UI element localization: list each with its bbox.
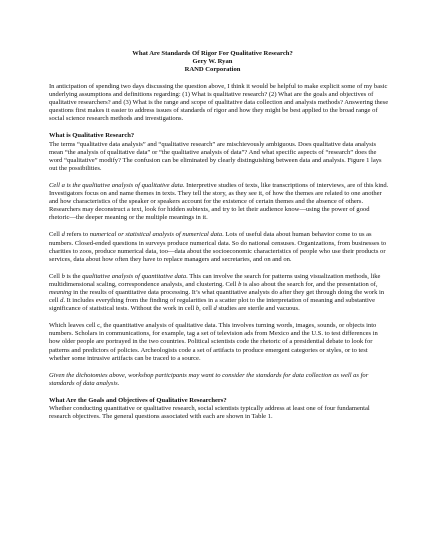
- workshop-note: Given the dichotomies above, workshop participants may want to consider the standards for data collection as well as for standards of data analysis.: [49, 371, 369, 387]
- intro-paragraph: In anticipation of spending two days discussing the question above, I think it would be helpful to make explicit some of my basic underlying assumptions and definitions regarding: (1) What is qualitative research? (2) What are the goals and objectives of qualitative researchers? and (3) What is the range and scope of qualitative data collection and analysis methods? Answering these questions first makes it easier to address issues of standards of rigor and how they might be best applied to the broad range of social science research methods and investigations.: [49, 83, 389, 123]
- cell-b-letter5: d: [213, 305, 217, 313]
- cell-b-rest6: studies are sterile and vacuous.: [216, 305, 300, 313]
- cell-a-letter: a: [61, 181, 65, 189]
- cell-a-lead: Cell: [49, 181, 62, 189]
- cell-b-letter2: b: [238, 280, 242, 288]
- cell-b-rest5: , cell: [199, 305, 214, 313]
- cell-b-letter3: d: [60, 297, 64, 305]
- cell-d-letter: d: [61, 231, 65, 239]
- cell-b-rest4: . It includes everything from the finding of regularities in a scatter plot to the interpretation of meaning and substantive significance of statistical tests. Without the work in cell: [49, 297, 375, 313]
- cell-a-phrase: qualitative analysis of qualitative data: [82, 181, 183, 189]
- cell-d-phrase: numerical or statistical analysis of numerical data: [89, 231, 223, 239]
- cell-b-rest2: is also about the search for, and the presentation of,: [241, 280, 378, 288]
- section-heading-goals-objectives: What Are the Goals and Objectives of Qualitative Researchers?: [49, 396, 227, 404]
- objectives-paragraph: Whether conducting quantitative or qualitative research, social scientists typically address at least one of four fundamental research objectives. The general questions associated with each are shown in Table 1.: [49, 405, 370, 421]
- cell-b-phrase2: meaning: [49, 288, 72, 296]
- section-heading-qualitative-research: What is Qualitative Research?: [49, 132, 135, 140]
- cell-b-rest1: . This can involve the search for patterns using visualization methods, like multidimensional scaling, correspondence analysis, and clustering. Cell: [49, 272, 381, 288]
- author-organization: RAND Corporation: [184, 66, 241, 73]
- cell-b-letter4: b: [195, 305, 200, 313]
- cell-d-mid: refers to: [64, 231, 90, 239]
- document-header: [0, 50, 425, 74]
- cell-d-paragraph: [49, 231, 389, 263]
- cell-a-paragraph: [49, 182, 389, 222]
- cell-d-lead: Cell: [49, 231, 62, 239]
- author-name: Gery W. Ryan: [192, 58, 233, 65]
- cell-b-phrase: qualitative analysis of quantitative data: [82, 272, 187, 280]
- document-body: [49, 83, 389, 421]
- cell-d-rest: . Lots of useful data about human behavior come to us as numbers. Closed-ended questions in surveys produce numerical data. So do national censuses. Organizations, from businesses to charities to zoos, produce numerical data, too—data about the socioeconomic characteristics of people who use their products or services, data about how often they have to replace managers and secretaries, and on and on.: [49, 231, 387, 263]
- cell-b-mid: is the: [64, 272, 83, 280]
- cell-b-rest3: in the results of quantitative data processing. It’s what quantitative analysts do after they get through doing the work in cell: [49, 288, 385, 305]
- cell-a-mid: is the: [64, 181, 83, 189]
- cell-c-paragraph: Which leaves cell c, the quantitative analysis of qualitative data. This involves turning words, images, sounds, or objects into numbers. Scholars in communications, for example, tag a set of television ads from Mexico and the U.S. to test differences in how older people are portrayed in the two countries. Political scientists code the rhetoric of a presidential debate to look for patterns and predictors of policies. Archeologists code a set of artifacts to produce emergent categories or styles, or to test whether some intrusive artifacts can be traced to a source.: [49, 322, 378, 362]
- cell-a-rest: . Interpretive studies of texts, like transcriptions of interviews, are of this kind. Investigators focus on and name themes in texts. They tell the story, as they see it, of how the themes are related to one another and how characteristics of the speaker or speakers account for the existence of certain themes and the absence of others. Researchers may deconstruct a text, look for hidden subtexts, and try to let their audience know—using the power of good rhetoric—the deeper meaning or the multiple meanings in it.: [49, 181, 389, 222]
- cell-b-lead: Cell: [49, 272, 62, 280]
- cell-b-paragraph: [49, 273, 389, 313]
- cell-b-letter: b: [61, 272, 65, 280]
- terms-paragraph: The terms “qualitative data analysis” and “qualitative research” are mischievously ambiguous. Does qualitative data analysis mean “the analysis of qualitative data” or “the qualitative analysis of data”? And what specific aspects of “research” does the word “qualitative” modify? The confusion can be eliminated by clearly distinguishing between data and analysis. Figure 1 lays out the possibilities.: [49, 140, 382, 172]
- document-title: What Are Standards Of Rigor For Qualitative Research?: [132, 50, 293, 57]
